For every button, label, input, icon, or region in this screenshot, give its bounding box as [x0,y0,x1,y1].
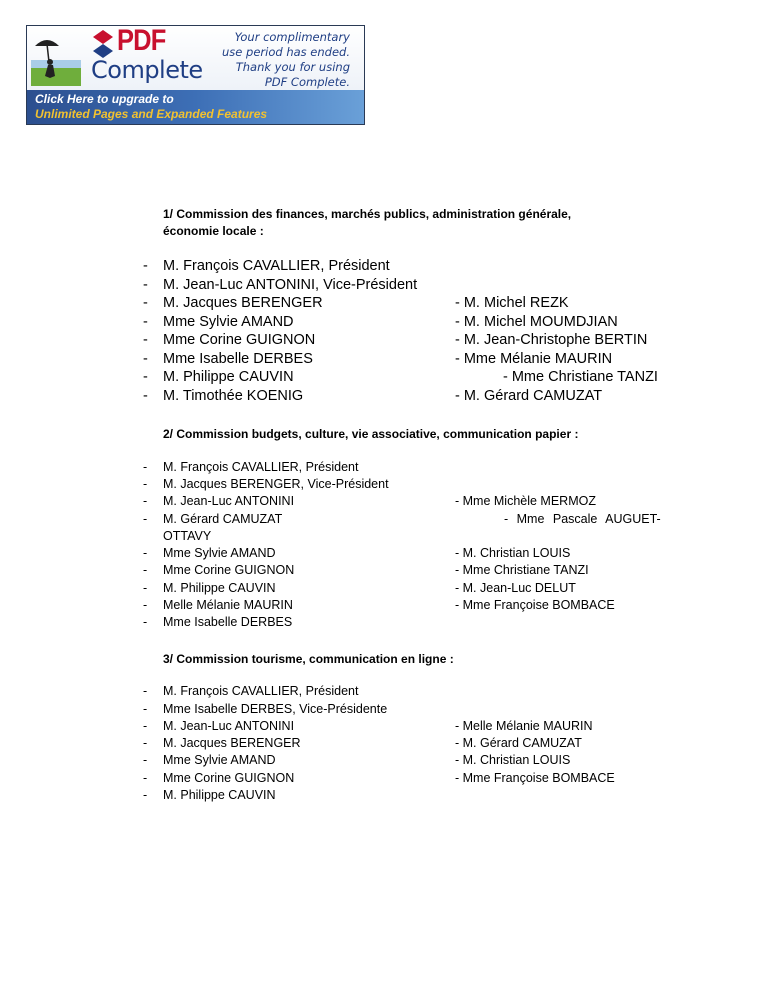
bullet: - [143,736,148,750]
bullet: - [143,753,148,767]
brand-complete: Complete [91,56,203,84]
member-name: M. Jacques BERENGER, Vice-Président [163,477,389,491]
member-name-right: - Mme Mélanie MAURIN [455,351,613,367]
bullet: - [143,332,148,348]
member-name-right: - M. Gérard CAMUZAT [455,388,603,404]
member-name: Mme Isabelle DERBES, Vice-Présidente [163,702,388,716]
bullet: - [143,460,148,474]
member-name-right: - M. Christian LOUIS [455,753,571,767]
bullet: - [143,546,148,560]
member-name-right: - M. Michel REZK [455,295,569,311]
upgrade-line[interactable]: Unlimited Pages and Expanded Features [35,107,268,121]
member-name: M. Jacques BERENGER [163,736,301,750]
heading-line: 1/ Commission des finances, marchés publics, administration générale, [163,207,572,221]
member-name: Mme Corine GUIGNON [163,563,295,577]
member-name: Mme Sylvie AMAND [163,546,276,560]
member-name: Melle Mélanie MAURIN [163,598,293,612]
member-name: Mme Sylvie AMAND [163,753,276,767]
member-name: M. Gérard CAMUZAT [163,512,283,526]
bullet: - [143,581,148,595]
message-line: Your complimentary [234,30,350,44]
bullet: - [143,295,148,311]
member-name: Mme Corine GUIGNON [163,332,316,348]
message-line: Thank you for using [235,60,350,74]
member-name-continued: OTTAVY [163,529,212,543]
member-name: M. François CAVALLIER, Président [163,258,390,274]
member-name: M. Philippe CAUVIN [163,369,294,385]
bullet: - [143,702,148,716]
member-name: Mme Isabelle DERBES [163,351,313,367]
member-name: M. Jean-Luc ANTONINI [163,719,295,733]
bullet: - [143,388,148,404]
member-name-right: - M. Christian LOUIS [455,546,571,560]
member-name-right: - M. Michel MOUMDJIAN [455,314,618,330]
member-name: M. Timothée KOENIG [163,388,304,404]
member-name: Mme Isabelle DERBES [163,615,293,629]
pdf-complete-upgrade-banner[interactable] [26,25,365,125]
bullet: - [143,771,148,785]
bullet: - [143,684,148,698]
member-name-right: - Mme Françoise BOMBACE [455,771,615,785]
member-name-right: - Mme Pascale AUGUET- [504,512,661,526]
member-name-right: - Melle Mélanie MAURIN [455,719,593,733]
member-name-right: - Mme Michèle MERMOZ [455,494,596,508]
member-name-right: - M. Jean-Luc DELUT [455,581,576,595]
member-name: M. Jean-Luc ANTONINI, Vice-Président [163,277,418,293]
member-name: M. Philippe CAUVIN [163,788,276,802]
umbrella-figure-icon [31,32,81,86]
section3-heading: 3/ Commission tourisme, communication en ligne : [163,652,454,666]
upgrade-link[interactable] [35,92,267,122]
bullet: - [143,314,148,330]
bullet: - [143,563,148,577]
bullet: - [143,719,148,733]
bullet: - [143,277,148,293]
bullet: - [143,598,148,612]
pdf-diamond-icon [93,30,113,58]
member-name-right: - Mme Françoise BOMBACE [455,598,615,612]
heading-line: économie locale : [163,224,264,238]
bullet: - [143,351,148,367]
bullet: - [143,494,148,508]
upgrade-line[interactable]: Click Here to upgrade to [35,92,174,106]
member-name: M. François CAVALLIER, Président [163,460,359,474]
upgrade-link-area[interactable] [27,90,364,125]
member-name-right: - Mme Christiane TANZI [455,563,589,577]
member-name: M. François CAVALLIER, Président [163,684,359,698]
bullet: - [143,788,148,802]
complimentary-message [210,30,350,90]
member-name-right: - M. Gérard CAMUZAT [455,736,582,750]
member-name-right: - Mme Christiane TANZI [503,369,658,385]
section1-heading [163,206,661,240]
member-name-right: - M. Jean-Christophe BERTIN [455,332,648,348]
bullet: - [143,615,148,629]
member-name: M. Jean-Luc ANTONINI [163,494,295,508]
member-name: M. Philippe CAUVIN [163,581,276,595]
section2-heading: 2/ Commission budgets, culture, vie associative, communication papier : [163,427,579,441]
member-name: M. Jacques BERENGER [163,295,323,311]
brand-pdf: PDF [117,25,166,57]
bullet: - [143,258,148,274]
member-name: Mme Sylvie AMAND [163,314,294,330]
bullet: - [143,477,148,491]
message-line: use period has ended. [222,45,350,59]
bullet: - [143,512,148,526]
member-name: Mme Corine GUIGNON [163,771,295,785]
bullet: - [143,369,148,385]
message-line: PDF Complete. [264,75,350,89]
